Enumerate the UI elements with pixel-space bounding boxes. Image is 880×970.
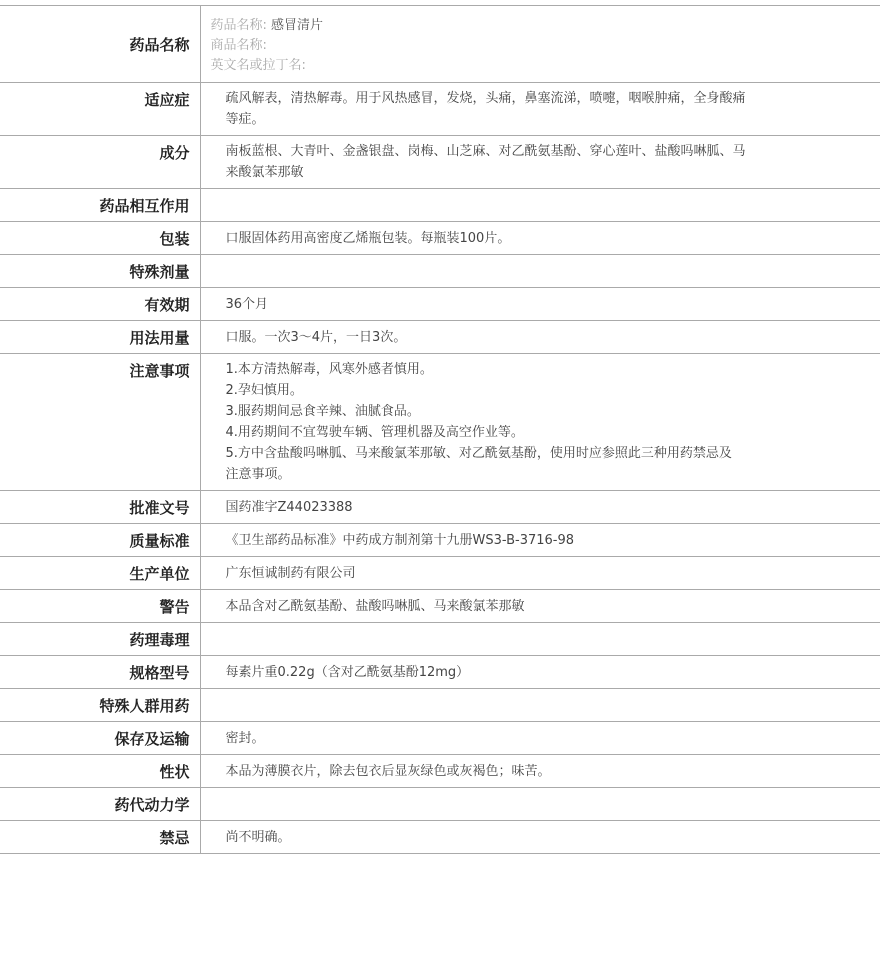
- table-row: [0, 788, 880, 821]
- trade-name-line: [211, 36, 880, 56]
- row-label: 适应症: [0, 83, 200, 136]
- row-label: 特殊人群用药: [0, 689, 200, 722]
- english-name-line: [211, 56, 880, 76]
- table-row: [0, 590, 880, 623]
- row-value: 口服。一次3～4片，一日3次。: [200, 321, 880, 354]
- row-label: 保存及运输: [0, 722, 200, 755]
- row-label: 包装: [0, 222, 200, 255]
- row-label: 质量标准: [0, 524, 200, 557]
- drug-spec-table: [0, 5, 880, 854]
- trade-name-key: 商品名称:: [210, 38, 267, 53]
- table-row: [0, 354, 880, 491]
- row-value: [200, 689, 880, 722]
- row-label: 药理毒理: [0, 623, 200, 656]
- table-row: [0, 656, 880, 689]
- table-row: [0, 524, 880, 557]
- table-row: [0, 821, 880, 854]
- row-label: 特殊剂量: [0, 255, 200, 288]
- precaution-line: 3.服药期间忌食辛辣、油腻食品。: [225, 404, 420, 419]
- row-value: 尚不明确。: [200, 821, 880, 854]
- row-value: 36个月: [200, 288, 880, 321]
- indication-line: 疏风解表，清热解毒。用于风热感冒，发烧，头痛，鼻塞流涕，喷嚏，咽喉肿痛，全身酸痛: [225, 91, 746, 106]
- precaution-line: 4.用药期间不宜驾驶车辆、管理机器及高空作业等。: [225, 425, 524, 440]
- row-value: 密封。: [200, 722, 880, 755]
- english-name-key: 英文名或拉丁名:: [210, 58, 306, 73]
- precaution-line: 注意事项。: [225, 467, 291, 482]
- ingredients-line: 南板蓝根、大青叶、金盏银盘、岗梅、山芝麻、对乙酰氨基酚、穿心莲叶、盐酸吗啉胍、马: [225, 144, 746, 159]
- precaution-line: 2.孕妇慎用。: [225, 383, 303, 398]
- row-value: [200, 354, 880, 491]
- row-value: 广东恒诚制药有限公司: [200, 557, 880, 590]
- table-row: [0, 222, 880, 255]
- row-label: 生产单位: [0, 557, 200, 590]
- indication-line: 等症。: [225, 112, 265, 127]
- generic-name-value: 感冒清片: [271, 18, 324, 33]
- table-row: [0, 557, 880, 590]
- row-label: 用法用量: [0, 321, 200, 354]
- table-row: [0, 623, 880, 656]
- row-label: 药品名称: [0, 6, 200, 83]
- row-label: 药品相互作用: [0, 189, 200, 222]
- generic-name-key: 药品名称:: [210, 18, 267, 33]
- row-value: 本品含对乙酰氨基酚、盐酸吗啉胍、马来酸氯苯那敏: [200, 590, 880, 623]
- table-row: [0, 689, 880, 722]
- row-value: 国药准字Z44023388: [200, 491, 880, 524]
- row-value: [200, 255, 880, 288]
- row-value: [200, 623, 880, 656]
- row-label: 注意事项: [0, 354, 200, 491]
- row-value: [200, 189, 880, 222]
- generic-name-line: [211, 16, 880, 36]
- row-label: 有效期: [0, 288, 200, 321]
- precaution-line: 1.本方清热解毒，风寒外感者慎用。: [225, 362, 433, 377]
- precaution-line: 5.方中含盐酸吗啉胍、马来酸氯苯那敏、对乙酰氨基酚，使用时应参照此三种用药禁忌及: [225, 446, 732, 461]
- row-label: 警告: [0, 590, 200, 623]
- table-row: [0, 755, 880, 788]
- row-label: 规格型号: [0, 656, 200, 689]
- row-label: 批准文号: [0, 491, 200, 524]
- row-value: 本品为薄膜衣片，除去包衣后显灰绿色或灰褐色；味苦。: [200, 755, 880, 788]
- table-row: [0, 321, 880, 354]
- table-row: [0, 189, 880, 222]
- table-row: [0, 722, 880, 755]
- row-value: 口服固体药用高密度乙烯瓶包装。每瓶装100片。: [200, 222, 880, 255]
- row-label: 禁忌: [0, 821, 200, 854]
- table-row: [0, 83, 880, 136]
- table-row: [0, 136, 880, 189]
- row-value: [200, 83, 880, 136]
- row-label: 性状: [0, 755, 200, 788]
- row-label: 成分: [0, 136, 200, 189]
- row-value: [200, 788, 880, 821]
- drug-name-block: [200, 6, 880, 83]
- table-row: [0, 255, 880, 288]
- row-label: 药代动力学: [0, 788, 200, 821]
- table-row: [0, 288, 880, 321]
- table-row: [0, 6, 880, 83]
- ingredients-line: 来酸氯苯那敏: [225, 165, 304, 180]
- row-value: 每素片重0.22g（含对乙酰氨基酚12mg）: [200, 656, 880, 689]
- row-value: [200, 136, 880, 189]
- row-value: 《卫生部药品标准》中药成方制剂第十九册WS3-B-3716-98: [200, 524, 880, 557]
- table-row: [0, 491, 880, 524]
